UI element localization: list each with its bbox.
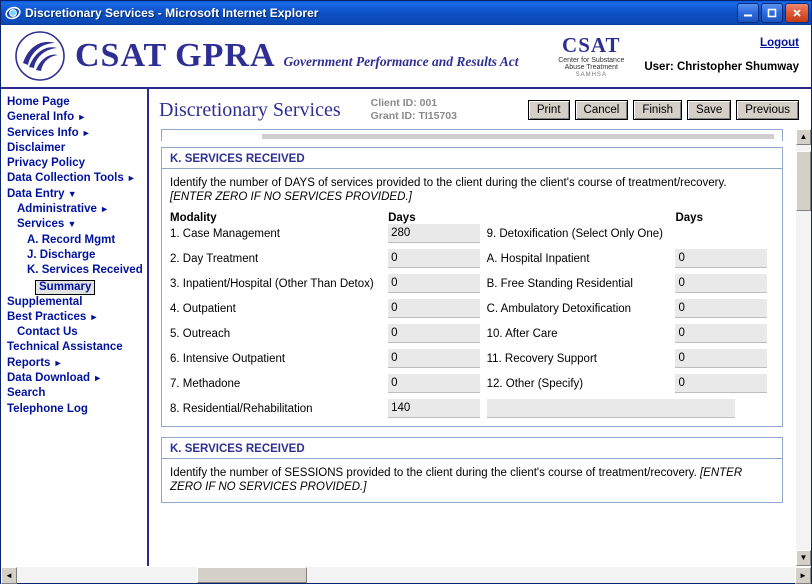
chevron-up-icon: ▲ <box>799 132 808 141</box>
sidebar-item-telephone-log[interactable] <box>7 402 143 417</box>
action-buttons <box>528 100 805 120</box>
sidebar-item-reports[interactable] <box>7 356 143 371</box>
row-input-cell <box>388 349 487 374</box>
maximize-button[interactable] <box>761 3 783 23</box>
sidebar-label: Disclaimer <box>7 141 66 154</box>
horizontal-scrollbar[interactable] <box>1 566 811 583</box>
row-input-cell <box>388 299 487 324</box>
days-input-other-specify[interactable] <box>675 374 767 393</box>
row-label-other-specify: 12. Other (Specify) <box>486 377 584 390</box>
row-label-recovery-support: 11. Recovery Support <box>486 352 597 365</box>
row-input-cell <box>388 249 487 274</box>
chevron-down-icon: ▼ <box>67 219 77 230</box>
csat-seal-line2: Center for Substance <box>558 56 625 64</box>
sidebar-label: Best Practices <box>7 310 87 323</box>
sidebar-item-technical-assistance[interactable] <box>7 340 143 355</box>
days-input-intensive-outpatient[interactable] <box>388 349 480 368</box>
logout-link[interactable]: Logout <box>760 37 799 49</box>
days-input-outpatient[interactable] <box>388 299 480 318</box>
row-input-cell <box>675 299 774 324</box>
days-input-day-treatment[interactable] <box>388 249 480 268</box>
csat-seal-line3: Abuse Treatment <box>564 64 618 72</box>
row-input-cell <box>388 374 487 399</box>
sidebar-label: Home Page <box>7 96 70 108</box>
days-input-case-management[interactable] <box>388 224 480 243</box>
sidebar-label: K. Services Received <box>27 264 143 277</box>
row-input-cell <box>675 374 774 399</box>
table-row <box>170 249 774 274</box>
previous-section-remnant <box>161 129 783 141</box>
row-label-hospital-inpatient: A. Hospital Inpatient <box>486 252 590 265</box>
form-area <box>149 129 795 566</box>
days-input-ambulatory-detoxification[interactable] <box>675 299 767 318</box>
days-input-recovery-support[interactable] <box>675 349 767 368</box>
window-title: Discretionary Services - Microsoft Internet Explorer <box>25 6 319 20</box>
scroll-right-button[interactable] <box>795 567 811 584</box>
csat-seal-line4: SAMHSA <box>575 71 607 78</box>
internet-explorer-icon <box>5 5 21 21</box>
sidebar-label: Services Info <box>7 126 79 139</box>
section-body-sessions <box>162 459 782 502</box>
row-label-ambulatory-detoxification: C. Ambulatory Detoxification <box>486 302 632 315</box>
instruction-sessions <box>170 466 774 494</box>
sidebar-label: J. Discharge <box>27 248 96 261</box>
sidebar-label: Reports <box>7 356 51 369</box>
horizontal-scroll-thumb[interactable] <box>197 567 307 583</box>
page-title: Discretionary Services <box>159 98 341 121</box>
section-heading-sessions: K. SERVICES RECEIVED <box>162 438 782 459</box>
chevron-right-icon: ► <box>89 311 99 322</box>
sidebar-label: Contact Us <box>17 326 78 339</box>
instruction-sessions-italic: [ENTER ZERO IF NO SERVICES PROVIDED.] <box>170 467 743 493</box>
csat-seal <box>552 32 630 80</box>
vertical-scroll-track[interactable] <box>796 145 811 550</box>
hhs-logo-icon <box>9 29 71 83</box>
section-heading-days: K. SERVICES RECEIVED <box>162 148 782 169</box>
sidebar-label: Data Download <box>7 372 91 385</box>
services-days-table <box>170 212 774 418</box>
sidebar-item-data-collection-tools[interactable] <box>7 171 143 186</box>
col-days-right: Days <box>675 212 703 224</box>
banner-title <box>75 37 519 75</box>
sidebar-item-summary[interactable]: Summary <box>35 280 95 295</box>
sidebar-item-services-received[interactable] <box>7 263 143 278</box>
instruction-days <box>170 176 774 204</box>
vertical-scrollbar[interactable] <box>795 129 811 566</box>
sidebar-item-contact-us[interactable] <box>7 325 143 340</box>
previous-button[interactable]: Previous <box>736 100 799 120</box>
days-input-residential-rehabilitation[interactable] <box>388 399 480 418</box>
scroll-up-button[interactable] <box>796 129 811 145</box>
banner-csat-text: CSAT <box>75 37 168 74</box>
col-spacer <box>487 212 676 224</box>
instruction-sessions-text: Identify the number of SESSIONS provided to the client during the client's course of treatment/recovery. <box>170 467 697 479</box>
sidebar-item-discharge[interactable] <box>7 248 143 263</box>
content-header <box>149 89 811 129</box>
banner-right <box>552 32 803 80</box>
sidebar-label: Privacy Policy <box>7 157 85 170</box>
table-row <box>170 349 774 374</box>
chevron-right-icon: ► <box>53 357 63 368</box>
section-body-days <box>162 169 782 426</box>
sidebar-item-privacy-policy[interactable] <box>7 156 143 171</box>
grant-id: Grant ID: TI15703 <box>370 110 457 122</box>
chevron-right-icon: ► <box>799 570 807 580</box>
days-input-outreach[interactable] <box>388 324 480 343</box>
client-id: Client ID: 001 <box>370 97 438 109</box>
scroll-left-button[interactable] <box>1 567 17 584</box>
sidebar-label: General Info <box>7 111 75 124</box>
sidebar-item-best-practices[interactable] <box>7 310 143 325</box>
table-row <box>170 374 774 399</box>
days-input-after-care[interactable] <box>675 324 767 343</box>
row-label-after-care: 10. After Care <box>486 327 558 340</box>
days-input-hospital-inpatient[interactable] <box>675 249 767 268</box>
scroll-down-button[interactable] <box>796 550 811 566</box>
col-days-left: Days <box>388 212 416 224</box>
user-name: User: Christopher Shumway <box>644 61 799 73</box>
sidebar-label: Administrative <box>17 203 97 216</box>
row-input-cell <box>675 274 774 299</box>
sidebar-label: Telephone Log <box>7 402 88 415</box>
services-received-days-panel <box>161 147 783 427</box>
sidebar-label: Technical Assistance <box>7 341 123 354</box>
row-input-cell <box>675 224 774 249</box>
form-scroll-wrap <box>149 129 811 566</box>
site-banner <box>1 25 811 89</box>
col-modality: Modality <box>170 212 217 224</box>
table-row <box>170 399 774 418</box>
print-button[interactable]: Print <box>528 100 570 120</box>
chevron-right-icon: ► <box>77 112 87 123</box>
row-input-cell <box>388 274 487 299</box>
table-row <box>170 274 774 299</box>
minimize-button[interactable] <box>737 3 759 23</box>
csat-seal-line1: CSAT <box>562 33 621 58</box>
chevron-down-icon: ▼ <box>67 188 77 199</box>
chevron-left-icon: ◄ <box>5 570 13 580</box>
services-received-sessions-panel <box>161 437 783 503</box>
row-input-cell <box>388 224 487 249</box>
row-label-outreach: 5. Outreach <box>170 327 231 340</box>
instruction-days-italic: [ENTER ZERO IF NO SERVICES PROVIDED.] <box>170 191 412 203</box>
row-label-inpatient-hospital: 3. Inpatient/Hospital (Other Than Detox) <box>170 277 374 290</box>
close-button[interactable] <box>785 3 809 23</box>
sidebar-item-services[interactable] <box>7 217 143 232</box>
sidebar-selected-wrap <box>7 279 143 295</box>
save-button[interactable]: Save <box>687 100 731 120</box>
row-label-residential-rehabilitation: 8. Residential/Rehabilitation <box>170 402 313 415</box>
table-row <box>170 299 774 324</box>
table-header-row <box>170 212 774 224</box>
row-label-outpatient: 4. Outpatient <box>170 302 236 315</box>
partial-field <box>262 134 774 139</box>
chevron-right-icon: ► <box>81 127 91 138</box>
sidebar-label: A. Record Mgmt <box>27 233 116 246</box>
chevron-right-icon: ► <box>93 373 103 384</box>
sidebar-item-disclaimer[interactable] <box>7 141 143 156</box>
horizontal-scroll-track[interactable] <box>17 567 795 583</box>
row-input-cell <box>675 349 774 374</box>
sidebar-label: Data Entry <box>7 187 65 200</box>
row-input-cell-wide <box>487 399 774 418</box>
vertical-scroll-thumb[interactable] <box>796 151 811 211</box>
days-input-methadone[interactable] <box>388 374 480 393</box>
row-label-intensive-outpatient: 6. Intensive Outpatient <box>170 352 286 365</box>
sidebar-item-record-mgmt[interactable] <box>7 233 143 248</box>
sidebar-item-administrative[interactable] <box>7 202 143 217</box>
sidebar-label: Search <box>7 387 46 400</box>
row-label-free-standing-residential: B. Free Standing Residential <box>486 277 633 290</box>
days-input-inpatient-hospital[interactable] <box>388 274 480 293</box>
row-input-cell <box>388 324 487 349</box>
banner-gpra-text: GPRA <box>175 37 276 74</box>
row-label-detoxification: 9. Detoxification (Select Only One) <box>486 227 664 240</box>
window-controls <box>737 3 809 23</box>
content-pane <box>149 89 811 566</box>
sidebar-item-home-page[interactable] <box>7 95 143 110</box>
title-bar <box>1 1 811 25</box>
row-input-cell <box>388 399 487 418</box>
sidebar-item-data-download[interactable] <box>7 371 143 386</box>
sidebar-item-search[interactable] <box>7 386 143 401</box>
sidebar-label: Services <box>17 218 65 231</box>
sidebar-label: Data Collection Tools <box>7 172 124 185</box>
row-label-case-management: 1. Case Management <box>170 227 280 240</box>
banner-subtitle: Government Performance and Results Act <box>283 54 519 69</box>
instruction-days-text: Identify the number of DAYS of services provided to the client during the client's course of treatment/recovery. <box>170 177 727 189</box>
row-input-cell <box>675 324 774 349</box>
other-specify-text-input[interactable] <box>487 399 735 418</box>
finish-button[interactable]: Finish <box>633 100 682 120</box>
chevron-right-icon: ► <box>100 204 110 215</box>
sidebar-item-data-entry[interactable] <box>7 187 143 202</box>
row-label-methadone: 7. Methadone <box>170 377 241 390</box>
sidebar-label: Supplemental <box>7 295 83 308</box>
cancel-button[interactable]: Cancel <box>575 100 629 120</box>
sidebar-item-general-info[interactable] <box>7 110 143 125</box>
days-input-free-standing-residential[interactable] <box>675 274 767 293</box>
sidebar-item-services-info[interactable] <box>7 126 143 141</box>
sidebar-item-supplemental[interactable] <box>7 295 143 310</box>
table-row <box>170 324 774 349</box>
row-input-cell <box>675 249 774 274</box>
record-ids <box>371 97 457 123</box>
row-label-day-treatment: 2. Day Treatment <box>170 252 259 265</box>
user-block <box>644 37 803 75</box>
chevron-right-icon: ► <box>126 173 136 184</box>
body-area <box>1 89 811 566</box>
chevron-down-icon: ▼ <box>799 553 808 562</box>
sidebar-nav <box>1 89 149 566</box>
table-row <box>170 224 774 249</box>
